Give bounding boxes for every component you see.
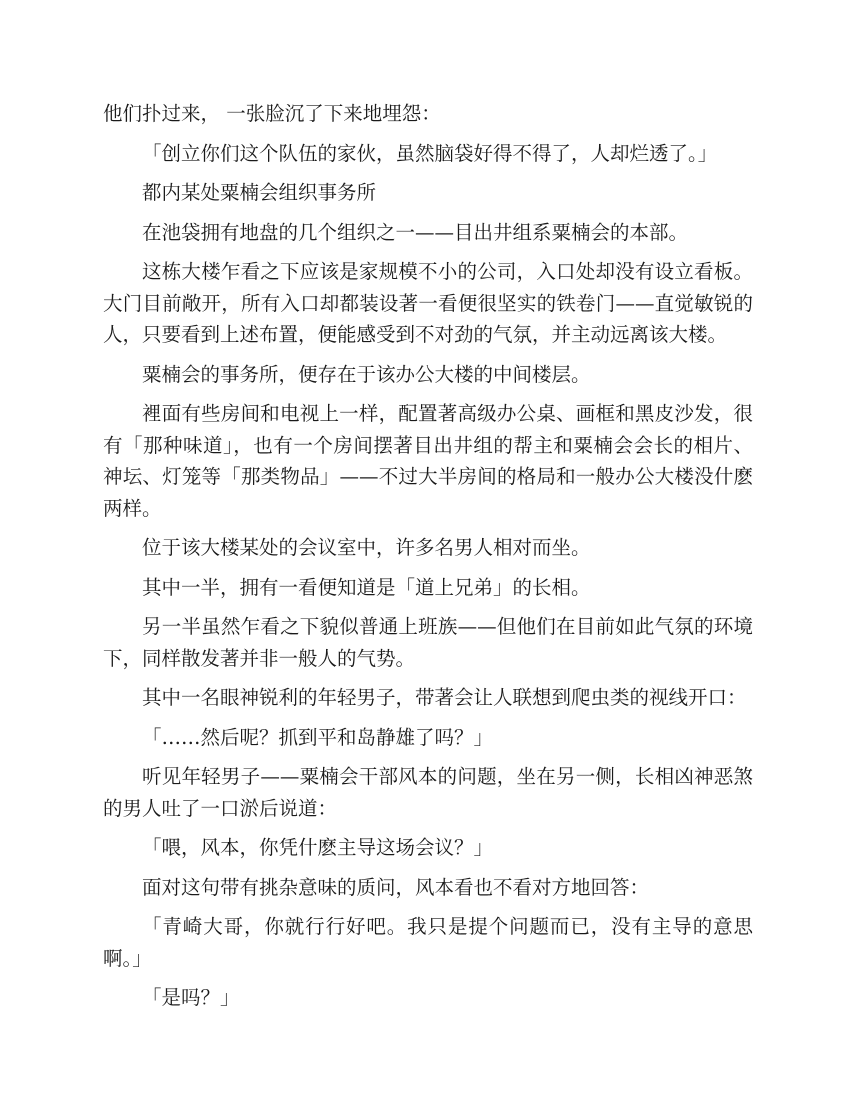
paragraph: 面对这句带有挑杂意味的质问，风本看也不看对方地回答： <box>142 875 650 899</box>
document-page <box>103 98 753 1022</box>
paragraph: 「……然后呢？抓到平和岛静雄了吗？」 <box>142 725 494 749</box>
paragraph: 「喂，风本，你凭什麽主导这场会议？」 <box>142 836 494 859</box>
paragraph: 另一半虽然乍看之下貌似普通上班族——但他们在目前如此气氛的环境下，同样散发著并非一般人的气势。 <box>103 615 753 670</box>
paragraph: 这栋大楼乍看之下应该是家规模不小的公司，入口处却没有设立看板。大门目前敞开，所有入口却都装设著一看便很坚实的铁卷门——直觉敏锐的人，只要看到上述布置，便能感受到不对劲的气氛，并主动远离该大楼。 <box>103 260 753 346</box>
paragraph: 其中一半，拥有一看便知道是「道上兄弟」的长相。 <box>142 575 591 599</box>
paragraph: 「青崎大哥，你就行行好吧。我只是提个问题而已，没有主导的意思啊。」 <box>103 915 753 970</box>
paragraph: 「是吗？」 <box>142 986 240 1009</box>
paragraph: 其中一名眼神锐利的年轻男子，带著会让人联想到爬虫类的视线开口： <box>142 686 747 709</box>
paragraph: 位于该大楼某处的会议室中，许多名男人相对而坐。 <box>142 536 591 559</box>
paragraph: 听见年轻男子——粟楠会干部风本的问题，坐在另一侧，长相凶神恶煞的男人吐了一口淤后说道： <box>103 765 753 820</box>
paragraph: 在池袋拥有地盘的几个组织之一——目出井组系粟楠会的本部。 <box>142 220 689 244</box>
paragraph: 粟楠会的事务所，便存在于该办公大楼的中间楼层。 <box>142 362 591 386</box>
paragraph: 都内某处粟楠会组织事务所 <box>142 181 377 204</box>
paragraph: 他们扑过来， 一张脸沉了下来地埋怨： <box>103 102 441 125</box>
paragraph: 裡面有些房间和电视上一样，配置著高级办公桌、画框和黑皮沙发，很有「那种味道」，也有一个房间摆著目出井组的帮主和粟楠会会长的相片、神坛、灯笼等「那类物品」——不过大半房间的格局和一般办公大楼没什麽两样。 <box>103 402 753 520</box>
paragraph: 「创立你们这个队伍的家伙，虽然脑袋好得不得了，人却烂透了。」 <box>142 141 718 165</box>
